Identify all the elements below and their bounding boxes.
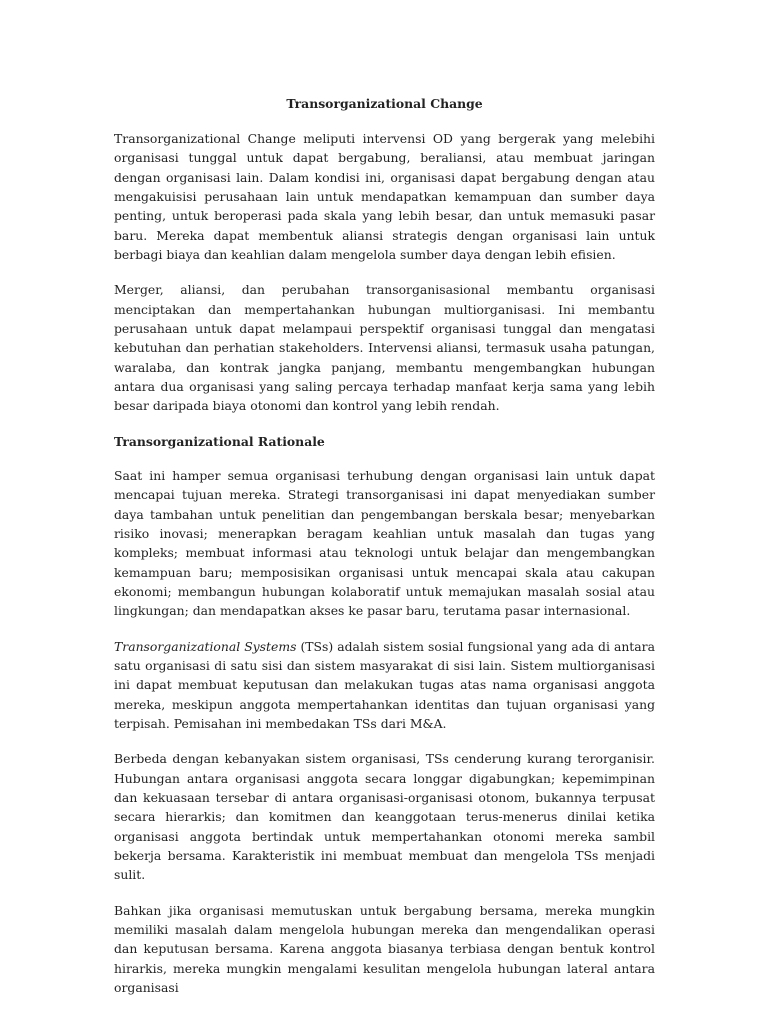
paragraph-text: (TSs) adalah sistem sosial fungsional yang ada di antara satu organisasi di satu sisi dan sistem masyarakat di sisi lain. Sistem multiorganisasi ini dapat membuat keputusan dan melakukan tugas atas nama organisasi anggota mereka, meskipun anggota mempertahankan identitas dan tujuan organisasi yang terpisah. Pemisahan ini membedakan TSs dari M&A. xyxy=(114,638,655,731)
paragraph-characteristics: Berbeda dengan kebanyakan sistem organisasi, TSs cenderung kurang terorganisir. Hubungan antara organisasi anggota secara longgar digabungkan; kepemimpinan dan kekuasaan tersebar di antara organisasi-organisasi otonom, bukannya terpusat secara hierarkis; dan komitmen dan keanggotaan terus-menerus dinilai ketika organisasi anggota bertindak untuk mempertahankan otonomi mereka sambil bekerja bersama. Karakteristik ini membuat membuat dan mengelola TSs menjadi sulit. xyxy=(114,751,655,883)
paragraph-rationale: Saat ini hamper semua organisasi terhubung dengan organisasi lain untuk dapat mencapai tujuan mereka. Strategi transorganisasi ini dapat menyediakan sumber daya tambahan untuk penelitian dan pengembangan berskala besar; menyebarkan risiko inovasi; menerapkan beragam keahlian untuk masalah dan tugas yang kompleks; membuat informasi atau teknologi untuk belajar dan mengembangkan kemampuan baru; memposisikan organisasi untuk mencapai skala atau cakupan ekonomi; membangun hubungan kolaboratif untuk memajukan masalah sosial atau lingkungan; dan mendapatkan akses ke pasar baru, terutama pasar internasional. xyxy=(114,467,655,619)
paragraph-challenges: Bahkan jika organisasi memutuskan untuk bergabung bersama, mereka mungkin memiliki masalah dalam mengelola hubungan mereka dan mengendalikan operasi dan keputusan bersama. Karena anggota biasanya terbiasa dengan bentuk kontrol hirarkis, mereka mungkin mengalami kesulitan mengelola hubungan lateral antara organisasi xyxy=(114,902,655,996)
paragraph-merger: Merger, aliansi, dan perubahan transorganisasional membantu organisasi menciptakan dan mempertahankan hubungan multiorganisasi. Ini membantu perusahaan untuk dapat melampaui perspektif organisasi tunggal dan mengatasi kebutuhan dan perhatian stakeholders. Intervensi aliansi, termasuk usaha patungan, waralaba, dan kontrak jangka panjang, membantu mengembangkan hubungan antara dua organisasi yang saling percaya terhadap manfaat kerja sama yang lebih besar daripada biaya otonomi dan kontrol yang lebih rendah. xyxy=(114,282,655,414)
emphasis-term: Transorganizational Systems xyxy=(114,638,297,654)
paragraph-intro: Transorganizational Change meliputi intervensi OD yang bergerak yang melebihi organisasi tunggal untuk dapat bergabung, beraliansi, atau membuat jaringan dengan organisasi lain. Dalam kondisi ini, organisasi dapat bergabung dengan atau mengakuisisi perusahaan lain untuk mendapatkan kemampuan dan sumber daya penting, untuk beroperasi pada skala yang lebih besar, dan untuk memasuki pasar baru. Mereka dapat membentuk aliansi strategis dengan organisasi lain untuk berbagi biaya dan keahlian dalam mengelola sumber daya dengan lebih efisien. xyxy=(114,131,655,263)
paragraph-transorganizational-systems xyxy=(114,637,655,734)
document-title: Transorganizational Change xyxy=(286,96,483,111)
document-body xyxy=(114,94,655,1013)
section-heading-rationale: Transorganizational Rationale xyxy=(114,433,325,449)
